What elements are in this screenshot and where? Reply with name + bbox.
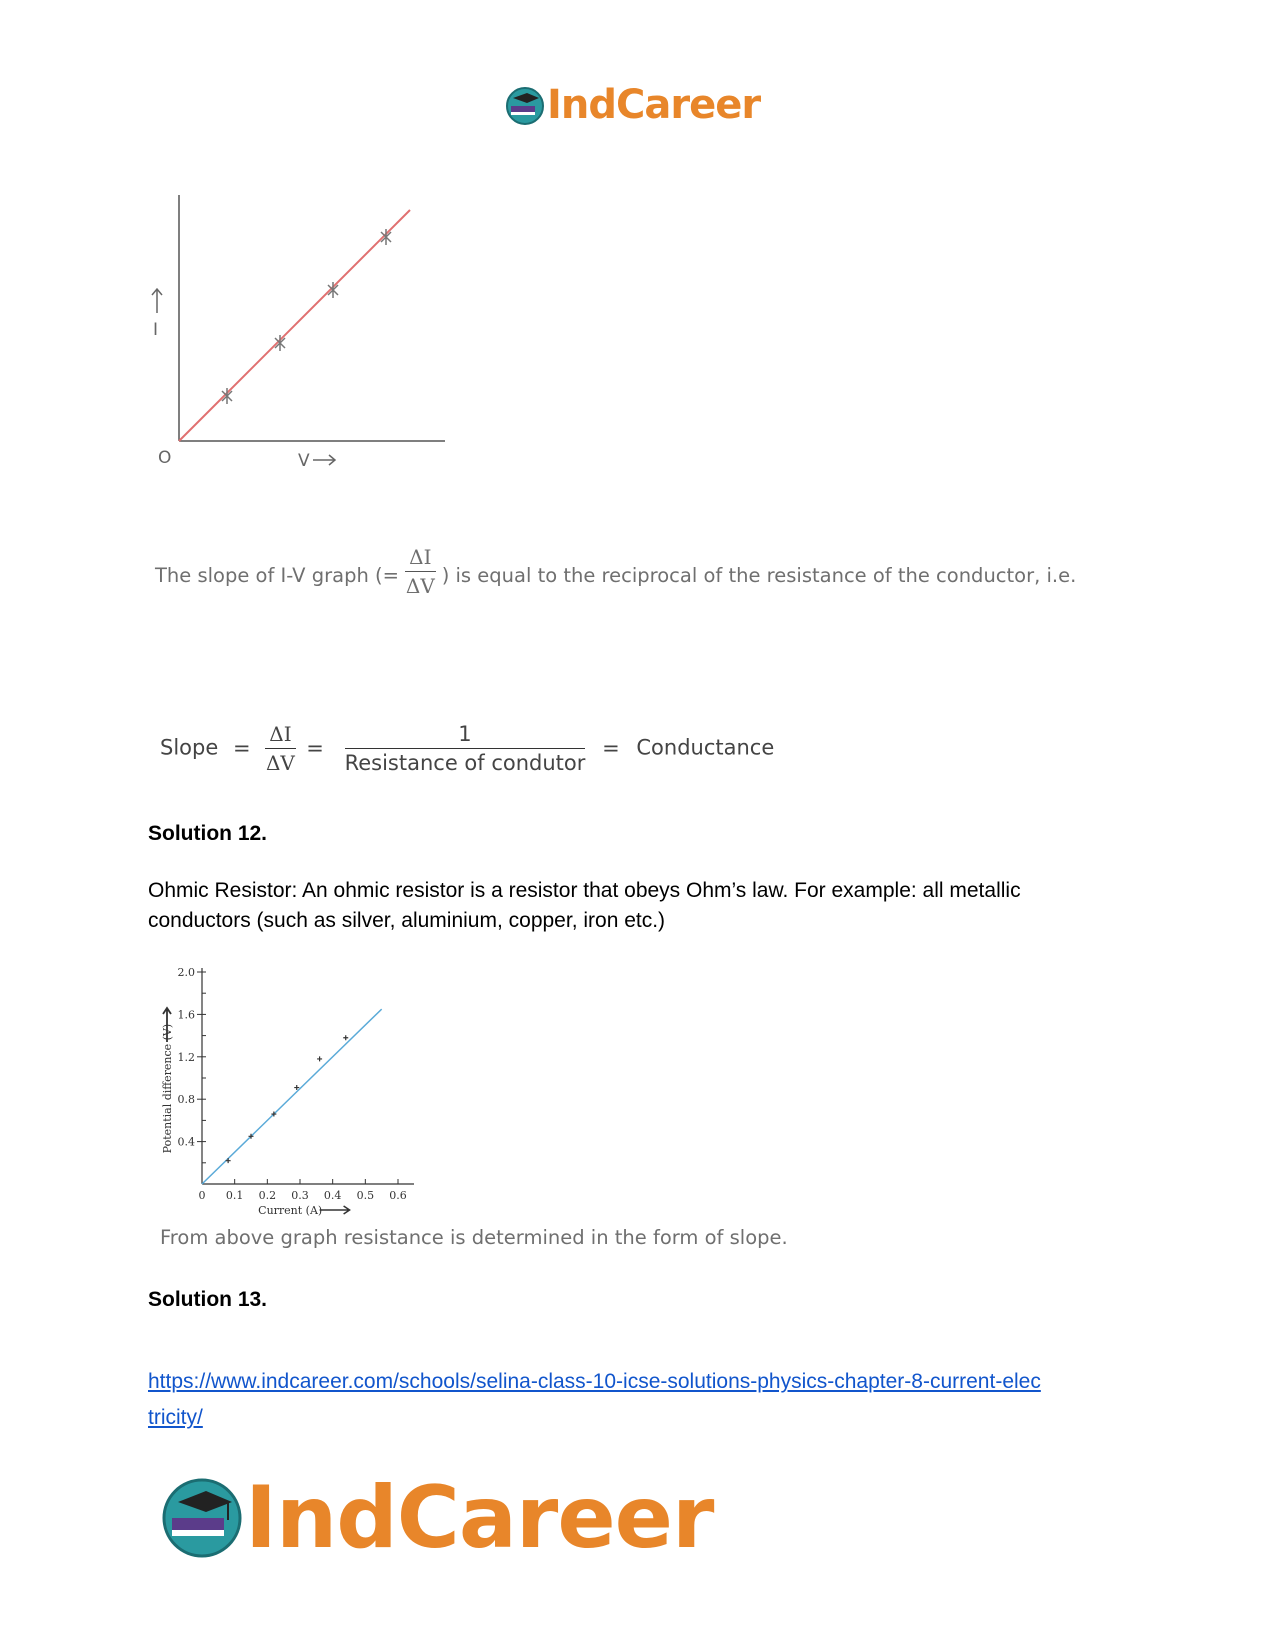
- footer-link-block: [148, 1364, 1148, 1436]
- data-point: [317, 1056, 322, 1061]
- logo-globe-icon: [505, 86, 545, 126]
- iv-origin-label: O: [158, 448, 172, 468]
- y-tick-label: 0.4: [177, 1135, 195, 1149]
- equation-fraction-1-num: ΔI: [265, 722, 295, 749]
- y-tick-label: 0.8: [177, 1093, 195, 1107]
- equation-fraction-2-num: 1: [345, 722, 586, 749]
- equation-fraction-2: [345, 722, 586, 775]
- equation-equals-1: =: [232, 735, 251, 760]
- equation-fraction-2-den: Resistance of condutor: [344, 751, 586, 775]
- y-axis-label: Potential difference (V): [161, 1023, 174, 1154]
- header-logo-text: IndCareer: [547, 82, 761, 128]
- footer-link-line-1[interactable]: https://www.indcareer.com/schools/selina-class-10-icse-solutions-physics-chapter-8-current-elec: [148, 1370, 1041, 1393]
- graph-2-caption: From above graph resistance is determined in the form of slope.: [160, 1226, 788, 1249]
- x-axis-label: Current (A): [258, 1204, 323, 1217]
- x-tick-label: 0: [198, 1189, 206, 1202]
- x-tick-label: 0.5: [356, 1189, 375, 1202]
- solution-12-heading: Solution 12.: [148, 822, 268, 845]
- y-tick-label: 1.2: [177, 1050, 195, 1064]
- iv-x-axis-label: V: [298, 451, 310, 471]
- x-tick-label: 0.3: [291, 1189, 309, 1202]
- equation-equals-2: =: [306, 735, 324, 760]
- footer-logo-text: IndCareer: [245, 1468, 714, 1568]
- x-axis-arrow-icon: [320, 1206, 350, 1214]
- equation-fraction-1: [265, 722, 295, 775]
- iv-graph: [150, 185, 460, 475]
- x-tick-label: 0.1: [225, 1189, 244, 1202]
- footer-logo-globe-icon: [160, 1476, 244, 1560]
- equation-fraction-1-den: ΔV: [265, 751, 295, 775]
- slope-fraction-numerator: ΔI: [405, 545, 435, 572]
- x-tick-label: 0.2: [258, 1189, 277, 1202]
- slope-sentence: [155, 545, 1077, 598]
- solution-12-text: Ohmic Resistor: An ohmic resistor is a resistor that obeys Ohm’s law. For example: all metallic conductors (such as silver, aluminium, copper, iron etc.): [148, 879, 1021, 932]
- iv-y-axis-label: I: [153, 320, 159, 340]
- data-point: [343, 1035, 348, 1040]
- x-tick-label: 0.6: [389, 1189, 407, 1202]
- footer-logo: [160, 1468, 720, 1568]
- equation-lhs: Slope: [160, 735, 219, 760]
- y-tick-label: 2.0: [177, 966, 195, 979]
- equation-equals-3: =: [602, 735, 620, 760]
- y-tick-label: 1.6: [177, 1008, 195, 1022]
- x-tick-label: 0.4: [323, 1189, 342, 1202]
- data-point: [226, 1158, 231, 1163]
- vi-chart: [160, 962, 460, 1224]
- solution-13-heading: Solution 13.: [148, 1288, 268, 1311]
- equation-rhs: Conductance: [636, 735, 775, 760]
- slope-fraction-denominator: ΔV: [405, 574, 435, 598]
- series-line: [202, 1009, 382, 1184]
- slope-text-after: ) is equal to the reciprocal of the resistance of the conductor, i.e.: [441, 564, 1077, 587]
- slope-fraction: [405, 545, 435, 598]
- iv-x-arrow-icon: [313, 455, 335, 465]
- footer-link-line-2[interactable]: tricity/: [148, 1406, 203, 1429]
- iv-y-arrow-icon: [152, 289, 162, 313]
- conductance-equation: [160, 722, 774, 775]
- slope-text-before: The slope of I-V graph (=: [155, 564, 399, 587]
- iv-graph-line: [179, 210, 410, 441]
